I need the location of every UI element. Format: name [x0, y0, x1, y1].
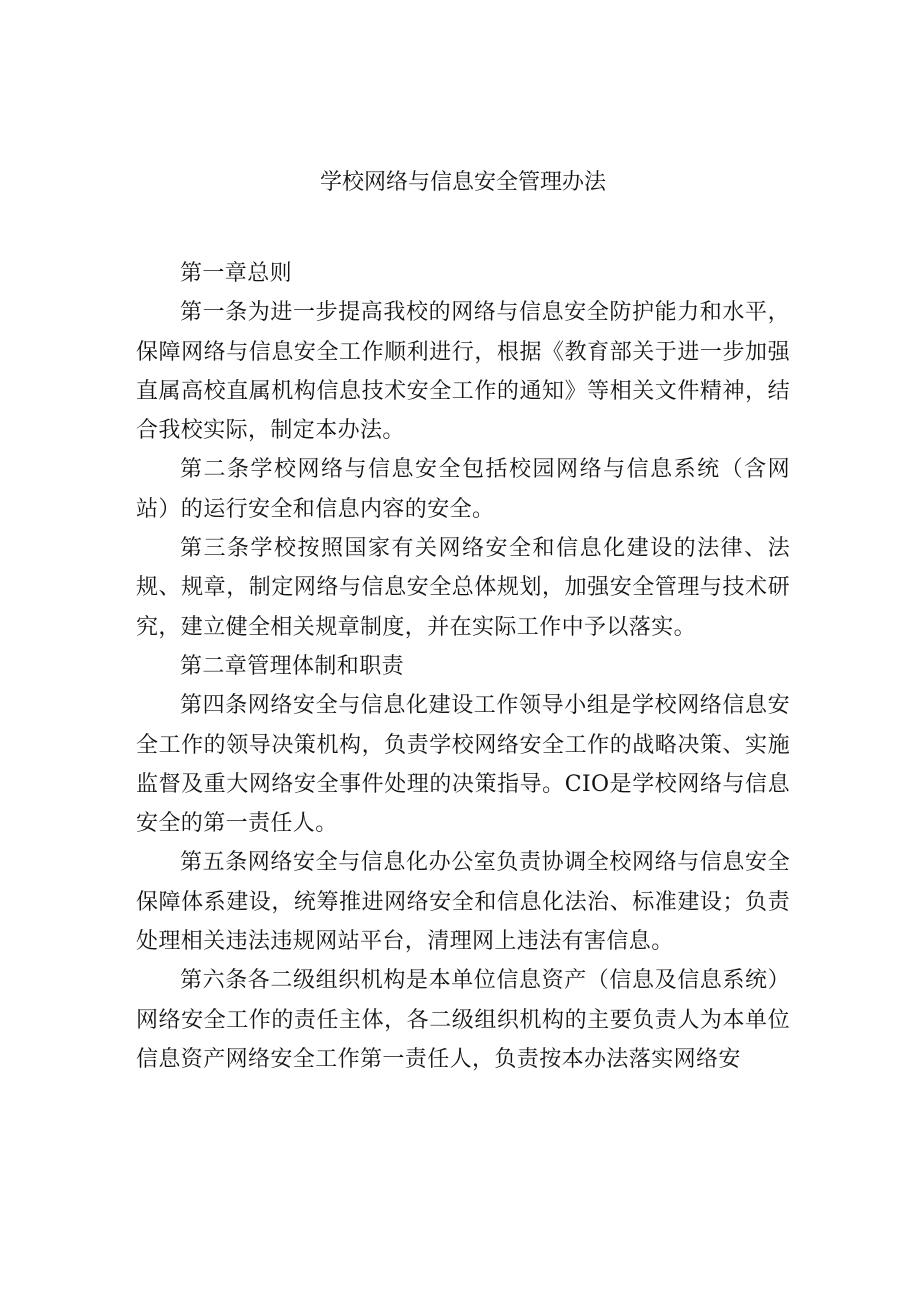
document-body: [136, 254, 790, 1079]
chapter-heading-2: 第二章管理体制和职责: [180, 653, 405, 679]
article-4: 第四条网络安全与信息化建设工作领导小组是学校网络信息安全工作的领导决策机构，负责学校网络安全工作的战略决策、实施监督及重大网络安全事件处理的决策指导。CIO是学校网络与信息安全的第一责任人。: [136, 693, 790, 837]
article-5: 第五条网络安全与信息化办公室负责协调全校网络与信息安全保障体系建设，统筹推进网络安全和信息化法治、标准建设；负责处理相关违法违规网站平台，清理网上违法有害信息。: [136, 850, 790, 955]
article-6: 第六条各二级组织机构是本单位信息资产（信息及信息系统）网络安全工作的责任主体，各二级组织机构的主要负责人为本单位信息资产网络安全工作第一责任人，负责按本办法落实网络安: [136, 968, 790, 1072]
article-2: 第二条学校网络与信息安全包括校园网络与信息系统（含网站）的运行安全和信息内容的安全。: [136, 457, 790, 522]
document-title: 学校网络与信息安全管理办法: [319, 170, 606, 195]
chapter-heading-1: 第一章总则: [180, 261, 293, 286]
article-3: 第三条学校按照国家有关网络安全和信息化建设的法律、法规、规章，制定网络与信息安全总体规划，加强安全管理与技术研究，建立健全相关规章制度，并在实际工作中予以落实。: [136, 536, 790, 640]
article-1: 第一条为进一步提高我校的网络与信息安全防护能力和水平，保障网络与信息安全工作顺利进行，根据《教育部关于进一步加强直属高校直属机构信息技术安全工作的通知》等相关文件精神，结合我校实际，制定本办法。: [136, 300, 790, 444]
